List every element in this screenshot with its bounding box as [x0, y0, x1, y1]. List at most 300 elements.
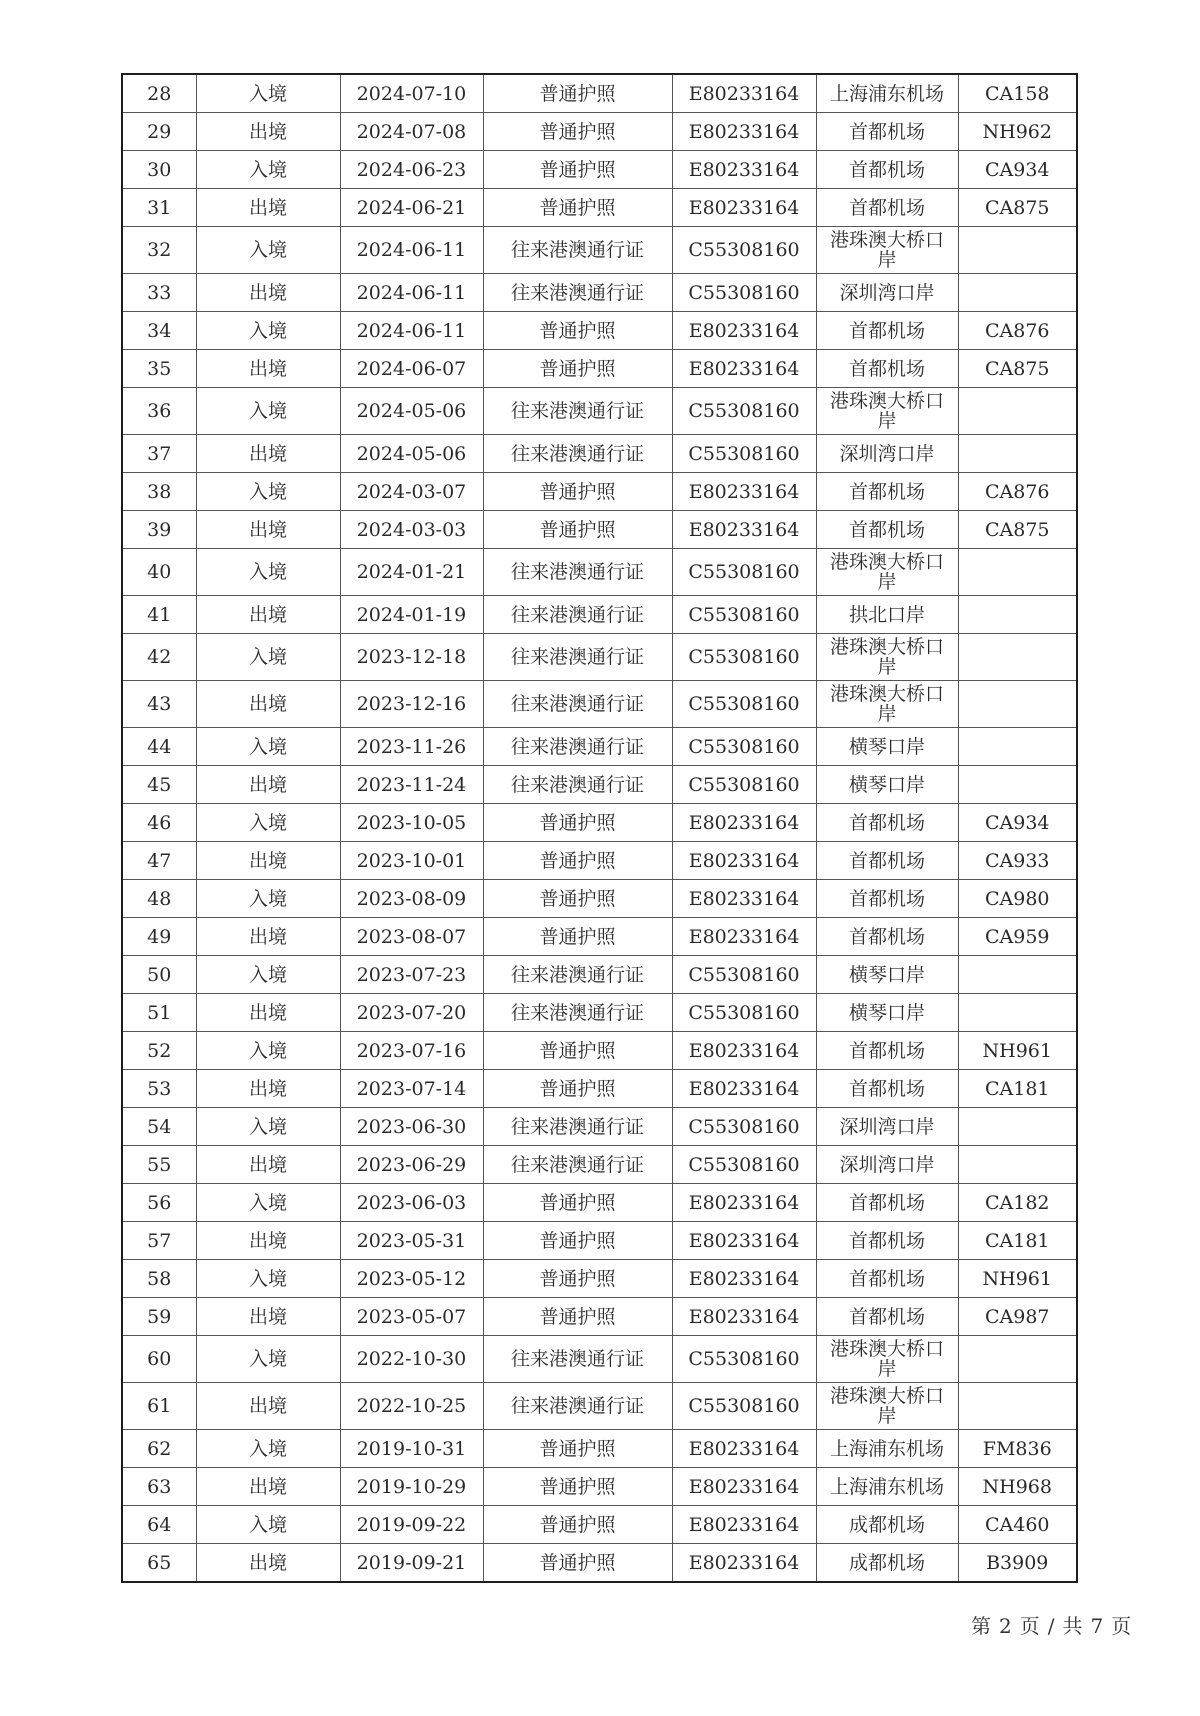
cell-port: 首都机场 — [816, 880, 958, 918]
cell-direction: 出境 — [196, 1070, 340, 1108]
cell-port: 横琴口岸 — [816, 956, 958, 994]
cell-flight: CA933 — [958, 842, 1077, 880]
cell-port: 首都机场 — [816, 189, 958, 227]
cell-document-type: 普通护照 — [483, 312, 672, 350]
cell-date: 2024-06-23 — [340, 151, 483, 189]
cell-document-number: C55308160 — [672, 681, 816, 728]
cell-document-number: E80233164 — [672, 189, 816, 227]
cell-port: 成都机场 — [816, 1544, 958, 1583]
cell-document-number: C55308160 — [672, 274, 816, 312]
cell-date: 2023-10-05 — [340, 804, 483, 842]
cell-document-number: C55308160 — [672, 766, 816, 804]
cell-direction: 入境 — [196, 312, 340, 350]
cell-flight: CA959 — [958, 918, 1077, 956]
cell-flight — [958, 956, 1077, 994]
cell-document-type: 往来港澳通行证 — [483, 274, 672, 312]
cell-direction: 出境 — [196, 1544, 340, 1583]
table-row — [122, 1430, 1077, 1468]
cell-flight: CA460 — [958, 1506, 1077, 1544]
cell-document-type: 普通护照 — [483, 1298, 672, 1336]
cell-document-type: 普通护照 — [483, 74, 672, 113]
cell-direction: 出境 — [196, 994, 340, 1032]
cell-document-type: 往来港澳通行证 — [483, 994, 672, 1032]
cell-direction: 入境 — [196, 634, 340, 681]
entry-exit-records-table — [121, 73, 1078, 1583]
cell-document-number: C55308160 — [672, 435, 816, 473]
cell-date: 2019-10-31 — [340, 1430, 483, 1468]
table-row — [122, 766, 1077, 804]
table-row — [122, 634, 1077, 681]
cell-seq-no: 34 — [122, 312, 196, 350]
cell-flight: CA980 — [958, 880, 1077, 918]
cell-seq-no: 54 — [122, 1108, 196, 1146]
cell-direction: 出境 — [196, 1383, 340, 1430]
cell-document-type: 往来港澳通行证 — [483, 1383, 672, 1430]
cell-document-type: 普通护照 — [483, 1222, 672, 1260]
cell-port: 港珠澳大桥口岸 — [816, 1383, 958, 1430]
cell-document-number: C55308160 — [672, 634, 816, 681]
cell-document-type: 普通护照 — [483, 842, 672, 880]
cell-flight — [958, 766, 1077, 804]
cell-port: 深圳湾口岸 — [816, 1146, 958, 1184]
cell-date: 2023-06-29 — [340, 1146, 483, 1184]
cell-port: 首都机场 — [816, 1032, 958, 1070]
cell-seq-no: 51 — [122, 994, 196, 1032]
cell-document-type: 普通护照 — [483, 1184, 672, 1222]
table-row — [122, 956, 1077, 994]
cell-flight: CA181 — [958, 1222, 1077, 1260]
cell-direction: 出境 — [196, 596, 340, 634]
cell-direction: 入境 — [196, 956, 340, 994]
table-row — [122, 842, 1077, 880]
cell-seq-no: 48 — [122, 880, 196, 918]
cell-document-type: 往来港澳通行证 — [483, 766, 672, 804]
cell-flight: NH961 — [958, 1032, 1077, 1070]
cell-port: 首都机场 — [816, 151, 958, 189]
cell-flight: CA934 — [958, 804, 1077, 842]
cell-direction: 入境 — [196, 151, 340, 189]
cell-document-type: 普通护照 — [483, 1260, 672, 1298]
cell-date: 2019-09-22 — [340, 1506, 483, 1544]
cell-direction: 入境 — [196, 74, 340, 113]
cell-port: 首都机场 — [816, 1260, 958, 1298]
cell-flight: CA987 — [958, 1298, 1077, 1336]
table-row — [122, 1544, 1077, 1583]
cell-seq-no: 64 — [122, 1506, 196, 1544]
cell-date: 2019-10-29 — [340, 1468, 483, 1506]
cell-document-number: E80233164 — [672, 1184, 816, 1222]
cell-port: 港珠澳大桥口岸 — [816, 227, 958, 274]
cell-seq-no: 52 — [122, 1032, 196, 1070]
cell-seq-no: 29 — [122, 113, 196, 151]
cell-seq-no: 62 — [122, 1430, 196, 1468]
cell-document-number: E80233164 — [672, 473, 816, 511]
total-unit: 页 — [1111, 1614, 1134, 1638]
cell-document-type: 普通护照 — [483, 1506, 672, 1544]
total-pages-number: 7 — [1090, 1614, 1106, 1638]
cell-port: 港珠澳大桥口岸 — [816, 549, 958, 596]
table-row — [122, 681, 1077, 728]
cell-document-number: C55308160 — [672, 1108, 816, 1146]
table-row — [122, 388, 1077, 435]
cell-flight: CA875 — [958, 511, 1077, 549]
cell-date: 2023-11-26 — [340, 728, 483, 766]
cell-document-number: E80233164 — [672, 880, 816, 918]
cell-document-number: E80233164 — [672, 918, 816, 956]
table-row — [122, 227, 1077, 274]
cell-document-type: 普通护照 — [483, 1032, 672, 1070]
cell-document-type: 往来港澳通行证 — [483, 549, 672, 596]
cell-direction: 出境 — [196, 435, 340, 473]
cell-seq-no: 30 — [122, 151, 196, 189]
cell-direction: 入境 — [196, 1032, 340, 1070]
cell-flight — [958, 1383, 1077, 1430]
cell-direction: 出境 — [196, 113, 340, 151]
cell-document-type: 普通护照 — [483, 151, 672, 189]
cell-flight: CA875 — [958, 350, 1077, 388]
cell-document-number: C55308160 — [672, 956, 816, 994]
table-row — [122, 880, 1077, 918]
table-row — [122, 1298, 1077, 1336]
cell-port: 首都机场 — [816, 1070, 958, 1108]
cell-seq-no: 56 — [122, 1184, 196, 1222]
cell-document-number: E80233164 — [672, 842, 816, 880]
cell-direction: 入境 — [196, 1336, 340, 1383]
cell-document-number: E80233164 — [672, 312, 816, 350]
cell-seq-no: 32 — [122, 227, 196, 274]
cell-date: 2023-07-20 — [340, 994, 483, 1032]
cell-date: 2023-10-01 — [340, 842, 483, 880]
cell-document-number: E80233164 — [672, 350, 816, 388]
cell-direction: 入境 — [196, 549, 340, 596]
cell-date: 2024-06-11 — [340, 227, 483, 274]
cell-date: 2023-07-14 — [340, 1070, 483, 1108]
cell-date: 2023-06-30 — [340, 1108, 483, 1146]
table-row — [122, 473, 1077, 511]
cell-document-number: C55308160 — [672, 596, 816, 634]
cell-flight — [958, 1108, 1077, 1146]
cell-document-number: E80233164 — [672, 1544, 816, 1583]
cell-direction: 出境 — [196, 842, 340, 880]
cell-port: 横琴口岸 — [816, 728, 958, 766]
table-row — [122, 804, 1077, 842]
cell-date: 2024-01-21 — [340, 549, 483, 596]
cell-document-type: 往来港澳通行证 — [483, 1108, 672, 1146]
cell-date: 2023-07-23 — [340, 956, 483, 994]
cell-seq-no: 59 — [122, 1298, 196, 1336]
cell-seq-no: 58 — [122, 1260, 196, 1298]
cell-flight — [958, 227, 1077, 274]
table-row — [122, 549, 1077, 596]
cell-direction: 入境 — [196, 804, 340, 842]
table-row — [122, 274, 1077, 312]
cell-direction: 入境 — [196, 473, 340, 511]
cell-port: 首都机场 — [816, 350, 958, 388]
cell-document-type: 往来港澳通行证 — [483, 634, 672, 681]
cell-document-number: E80233164 — [672, 1222, 816, 1260]
cell-flight: B3909 — [958, 1544, 1077, 1583]
cell-flight — [958, 634, 1077, 681]
cell-document-type: 往来港澳通行证 — [483, 1336, 672, 1383]
cell-flight — [958, 994, 1077, 1032]
table-row — [122, 1383, 1077, 1430]
cell-document-number: E80233164 — [672, 74, 816, 113]
cell-date: 2023-05-31 — [340, 1222, 483, 1260]
cell-flight: NH968 — [958, 1468, 1077, 1506]
cell-port: 首都机场 — [816, 312, 958, 350]
cell-document-number: E80233164 — [672, 151, 816, 189]
total-prefix: 共 — [1062, 1614, 1085, 1638]
cell-document-number: E80233164 — [672, 1506, 816, 1544]
cell-seq-no: 47 — [122, 842, 196, 880]
cell-port: 深圳湾口岸 — [816, 1108, 958, 1146]
cell-date: 2023-07-16 — [340, 1032, 483, 1070]
cell-date: 2023-05-07 — [340, 1298, 483, 1336]
cell-flight — [958, 435, 1077, 473]
cell-document-number: E80233164 — [672, 1070, 816, 1108]
page-prefix: 第 — [971, 1614, 993, 1638]
cell-port: 横琴口岸 — [816, 766, 958, 804]
page-unit: 页 — [1019, 1614, 1042, 1638]
cell-port: 港珠澳大桥口岸 — [816, 388, 958, 435]
table-row — [122, 312, 1077, 350]
cell-flight: NH962 — [958, 113, 1077, 151]
cell-date: 2024-03-07 — [340, 473, 483, 511]
cell-direction: 出境 — [196, 766, 340, 804]
cell-date: 2019-09-21 — [340, 1544, 483, 1583]
cell-date: 2023-08-09 — [340, 880, 483, 918]
cell-direction: 出境 — [196, 1298, 340, 1336]
cell-direction: 入境 — [196, 880, 340, 918]
cell-direction: 出境 — [196, 1222, 340, 1260]
table-row — [122, 435, 1077, 473]
cell-flight — [958, 549, 1077, 596]
cell-seq-no: 55 — [122, 1146, 196, 1184]
cell-date: 2023-05-12 — [340, 1260, 483, 1298]
cell-document-number: C55308160 — [672, 227, 816, 274]
cell-date: 2024-06-11 — [340, 274, 483, 312]
cell-direction: 出境 — [196, 274, 340, 312]
cell-direction: 入境 — [196, 1430, 340, 1468]
cell-port: 首都机场 — [816, 1222, 958, 1260]
cell-port: 横琴口岸 — [816, 994, 958, 1032]
records-body — [122, 74, 1077, 1582]
current-page-number: 2 — [999, 1614, 1014, 1638]
cell-direction: 出境 — [196, 681, 340, 728]
cell-document-type: 普通护照 — [483, 918, 672, 956]
cell-flight: CA876 — [958, 473, 1077, 511]
cell-date: 2024-01-19 — [340, 596, 483, 634]
cell-date: 2023-11-24 — [340, 766, 483, 804]
cell-seq-no: 33 — [122, 274, 196, 312]
cell-flight — [958, 1336, 1077, 1383]
cell-seq-no: 40 — [122, 549, 196, 596]
cell-seq-no: 61 — [122, 1383, 196, 1430]
cell-seq-no: 53 — [122, 1070, 196, 1108]
cell-flight: CA182 — [958, 1184, 1077, 1222]
cell-document-type: 普通护照 — [483, 189, 672, 227]
cell-flight: CA876 — [958, 312, 1077, 350]
cell-port: 上海浦东机场 — [816, 1468, 958, 1506]
cell-seq-no: 63 — [122, 1468, 196, 1506]
cell-seq-no: 42 — [122, 634, 196, 681]
cell-document-type: 往来港澳通行证 — [483, 435, 672, 473]
cell-date: 2024-06-07 — [340, 350, 483, 388]
table-row — [122, 596, 1077, 634]
cell-direction: 出境 — [196, 1468, 340, 1506]
cell-document-type: 普通护照 — [483, 1070, 672, 1108]
cell-date: 2024-05-06 — [340, 388, 483, 435]
cell-date: 2022-10-30 — [340, 1336, 483, 1383]
cell-direction: 入境 — [196, 227, 340, 274]
cell-direction: 出境 — [196, 918, 340, 956]
table-row — [122, 74, 1077, 113]
cell-port: 上海浦东机场 — [816, 1430, 958, 1468]
cell-flight: CA934 — [958, 151, 1077, 189]
cell-document-type: 普通护照 — [483, 1430, 672, 1468]
cell-document-number: C55308160 — [672, 994, 816, 1032]
table-row — [122, 728, 1077, 766]
cell-seq-no: 49 — [122, 918, 196, 956]
cell-document-type: 往来港澳通行证 — [483, 227, 672, 274]
cell-port: 港珠澳大桥口岸 — [816, 634, 958, 681]
cell-seq-no: 65 — [122, 1544, 196, 1583]
cell-date: 2023-06-03 — [340, 1184, 483, 1222]
cell-document-type: 普通护照 — [483, 350, 672, 388]
cell-date: 2024-07-08 — [340, 113, 483, 151]
cell-document-type: 普通护照 — [483, 804, 672, 842]
cell-direction: 入境 — [196, 388, 340, 435]
cell-document-type: 普通护照 — [483, 1468, 672, 1506]
cell-seq-no: 45 — [122, 766, 196, 804]
cell-flight: CA181 — [958, 1070, 1077, 1108]
cell-document-type: 普通护照 — [483, 880, 672, 918]
cell-flight — [958, 596, 1077, 634]
cell-seq-no: 50 — [122, 956, 196, 994]
cell-seq-no: 38 — [122, 473, 196, 511]
cell-document-number: C55308160 — [672, 549, 816, 596]
cell-document-number: C55308160 — [672, 1146, 816, 1184]
cell-seq-no: 36 — [122, 388, 196, 435]
cell-seq-no: 28 — [122, 74, 196, 113]
table-row — [122, 151, 1077, 189]
cell-date: 2024-07-10 — [340, 74, 483, 113]
cell-document-type: 往来港澳通行证 — [483, 596, 672, 634]
cell-document-number: E80233164 — [672, 1430, 816, 1468]
cell-document-type: 普通护照 — [483, 511, 672, 549]
cell-seq-no: 35 — [122, 350, 196, 388]
cell-flight: NH961 — [958, 1260, 1077, 1298]
cell-port: 首都机场 — [816, 918, 958, 956]
cell-document-number: E80233164 — [672, 1032, 816, 1070]
table-row — [122, 1108, 1077, 1146]
cell-document-number: E80233164 — [672, 1468, 816, 1506]
table-row — [122, 1222, 1077, 1260]
cell-direction: 入境 — [196, 728, 340, 766]
cell-port: 首都机场 — [816, 804, 958, 842]
cell-flight — [958, 388, 1077, 435]
cell-port: 首都机场 — [816, 842, 958, 880]
cell-date: 2024-06-11 — [340, 312, 483, 350]
table-row — [122, 1032, 1077, 1070]
cell-flight — [958, 681, 1077, 728]
page-separator: / — [1047, 1614, 1057, 1638]
table-row — [122, 1506, 1077, 1544]
cell-flight — [958, 274, 1077, 312]
table-row — [122, 1184, 1077, 1222]
cell-direction: 入境 — [196, 1108, 340, 1146]
cell-port: 上海浦东机场 — [816, 74, 958, 113]
cell-document-type: 普通护照 — [483, 1544, 672, 1583]
cell-port: 深圳湾口岸 — [816, 274, 958, 312]
cell-direction: 出境 — [196, 511, 340, 549]
cell-flight: CA158 — [958, 74, 1077, 113]
cell-seq-no: 37 — [122, 435, 196, 473]
cell-port: 深圳湾口岸 — [816, 435, 958, 473]
cell-direction: 出境 — [196, 1146, 340, 1184]
cell-flight: FM836 — [958, 1430, 1077, 1468]
cell-seq-no: 31 — [122, 189, 196, 227]
cell-port: 首都机场 — [816, 1184, 958, 1222]
cell-document-number: E80233164 — [672, 1298, 816, 1336]
table-row — [122, 511, 1077, 549]
cell-port: 港珠澳大桥口岸 — [816, 681, 958, 728]
cell-document-type: 普通护照 — [483, 473, 672, 511]
cell-document-type: 往来港澳通行证 — [483, 681, 672, 728]
cell-seq-no: 43 — [122, 681, 196, 728]
cell-direction: 出境 — [196, 189, 340, 227]
cell-seq-no: 57 — [122, 1222, 196, 1260]
cell-document-type: 往来港澳通行证 — [483, 956, 672, 994]
cell-seq-no: 39 — [122, 511, 196, 549]
table-row — [122, 994, 1077, 1032]
cell-document-type: 往来港澳通行证 — [483, 1146, 672, 1184]
cell-document-number: C55308160 — [672, 728, 816, 766]
cell-document-number: C55308160 — [672, 1383, 816, 1430]
table-row — [122, 1468, 1077, 1506]
table-row — [122, 113, 1077, 151]
cell-document-type: 普通护照 — [483, 113, 672, 151]
cell-document-number: E80233164 — [672, 511, 816, 549]
cell-flight — [958, 728, 1077, 766]
cell-port: 首都机场 — [816, 473, 958, 511]
page-footer — [968, 1610, 1136, 1639]
cell-document-type: 往来港澳通行证 — [483, 728, 672, 766]
table-row — [122, 918, 1077, 956]
cell-document-number: E80233164 — [672, 1260, 816, 1298]
cell-seq-no: 60 — [122, 1336, 196, 1383]
cell-port: 成都机场 — [816, 1506, 958, 1544]
cell-port: 首都机场 — [816, 113, 958, 151]
cell-direction: 入境 — [196, 1184, 340, 1222]
cell-document-number: E80233164 — [672, 804, 816, 842]
cell-direction: 入境 — [196, 1506, 340, 1544]
cell-seq-no: 46 — [122, 804, 196, 842]
cell-date: 2022-10-25 — [340, 1383, 483, 1430]
cell-seq-no: 41 — [122, 596, 196, 634]
table-row — [122, 1336, 1077, 1383]
cell-flight — [958, 1146, 1077, 1184]
cell-direction: 入境 — [196, 1260, 340, 1298]
cell-direction: 出境 — [196, 350, 340, 388]
cell-seq-no: 44 — [122, 728, 196, 766]
table-row — [122, 1260, 1077, 1298]
cell-date: 2023-08-07 — [340, 918, 483, 956]
cell-document-number: C55308160 — [672, 388, 816, 435]
cell-date: 2023-12-18 — [340, 634, 483, 681]
cell-document-number: E80233164 — [672, 113, 816, 151]
cell-date: 2024-05-06 — [340, 435, 483, 473]
